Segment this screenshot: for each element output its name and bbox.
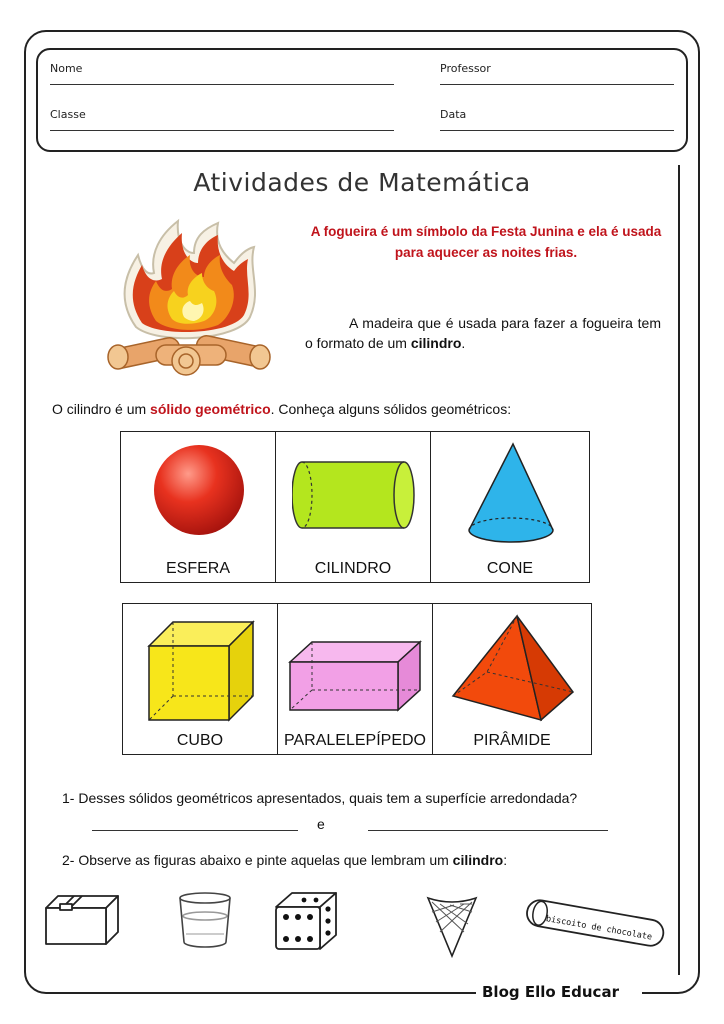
box-drawing[interactable] (42, 892, 122, 948)
cone-shape (461, 440, 561, 550)
solid-card-cubo (122, 603, 278, 755)
bonfire-intro-text: A fogueira é um símbolo da Festa Junina e ela é usada para aquecer as noites frias. (310, 224, 662, 260)
solid-name-cilindro: CILINDRO (314, 560, 392, 577)
pyramid-shape (447, 612, 579, 728)
classe-label: Classe (50, 108, 86, 121)
question-2-end: : (503, 852, 508, 868)
answer-blank-2[interactable] (368, 830, 608, 831)
solid-card-paralelepipedo (277, 603, 433, 755)
chocolate-biscuit-drawing[interactable] (520, 898, 670, 950)
question-2 (62, 852, 507, 868)
solid-name-esfera: ESFERA (165, 560, 230, 577)
wood-text-keyword: cilindro (410, 335, 462, 351)
classe-field[interactable] (50, 130, 394, 131)
right-border-line (678, 165, 680, 975)
sentence-highlight: sólido geométrico (150, 401, 271, 417)
data-field[interactable] (440, 130, 674, 131)
answer-connector: e (317, 816, 325, 832)
answer-blank-1[interactable] (92, 830, 298, 831)
nome-field[interactable] (50, 84, 394, 85)
solid-card-piramide (432, 603, 592, 755)
footer-brand: Blog Ello Educar (482, 983, 619, 1001)
page-title: Atividades de Matemática (193, 168, 531, 197)
biscuit-label: biscoito de chocolate (545, 914, 653, 943)
dice-drawing[interactable] (272, 889, 340, 953)
professor-label: Professor (440, 62, 491, 75)
sentence-end: . Conheça alguns sólidos geométricos: (270, 401, 512, 417)
wood-cylinder-text (305, 313, 661, 353)
solid-name-piramide: PIRÂMIDE (473, 732, 551, 749)
question-1: 1- Desses sólidos geométricos apresentados, quais tem a superfície arredondada? (62, 790, 578, 806)
question-2-keyword: cilindro (452, 852, 504, 868)
solids-intro-sentence (52, 401, 511, 417)
solid-card-cone (430, 431, 590, 583)
glass-drawing[interactable] (176, 890, 234, 950)
student-info-box (36, 48, 688, 152)
nome-label: Nome (50, 62, 83, 75)
solid-name-cubo: CUBO (176, 732, 224, 749)
ice-cream-cone-drawing[interactable] (424, 892, 480, 960)
bonfire-image (98, 215, 278, 387)
solid-card-cilindro (275, 431, 431, 583)
cylinder-shape (292, 456, 416, 536)
solid-name-paralelepipedo: PARALELEPÍPEDO (284, 732, 426, 749)
solid-card-esfera (120, 431, 276, 583)
wood-text-end: . (461, 335, 466, 351)
cuboid-shape (286, 638, 426, 714)
sphere-shape (151, 442, 247, 538)
cube-shape (143, 616, 259, 724)
solid-name-cone: CONE (486, 560, 534, 577)
professor-field[interactable] (440, 84, 674, 85)
data-label: Data (440, 108, 467, 121)
question-2-start: 2- Observe as figuras abaixo e pinte aquelas que lembram um (62, 852, 453, 868)
wood-text-start: A madeira que é usada para fazer a fogueira tem o formato de um (305, 315, 661, 351)
sentence-start: O cilindro é um (52, 401, 151, 417)
